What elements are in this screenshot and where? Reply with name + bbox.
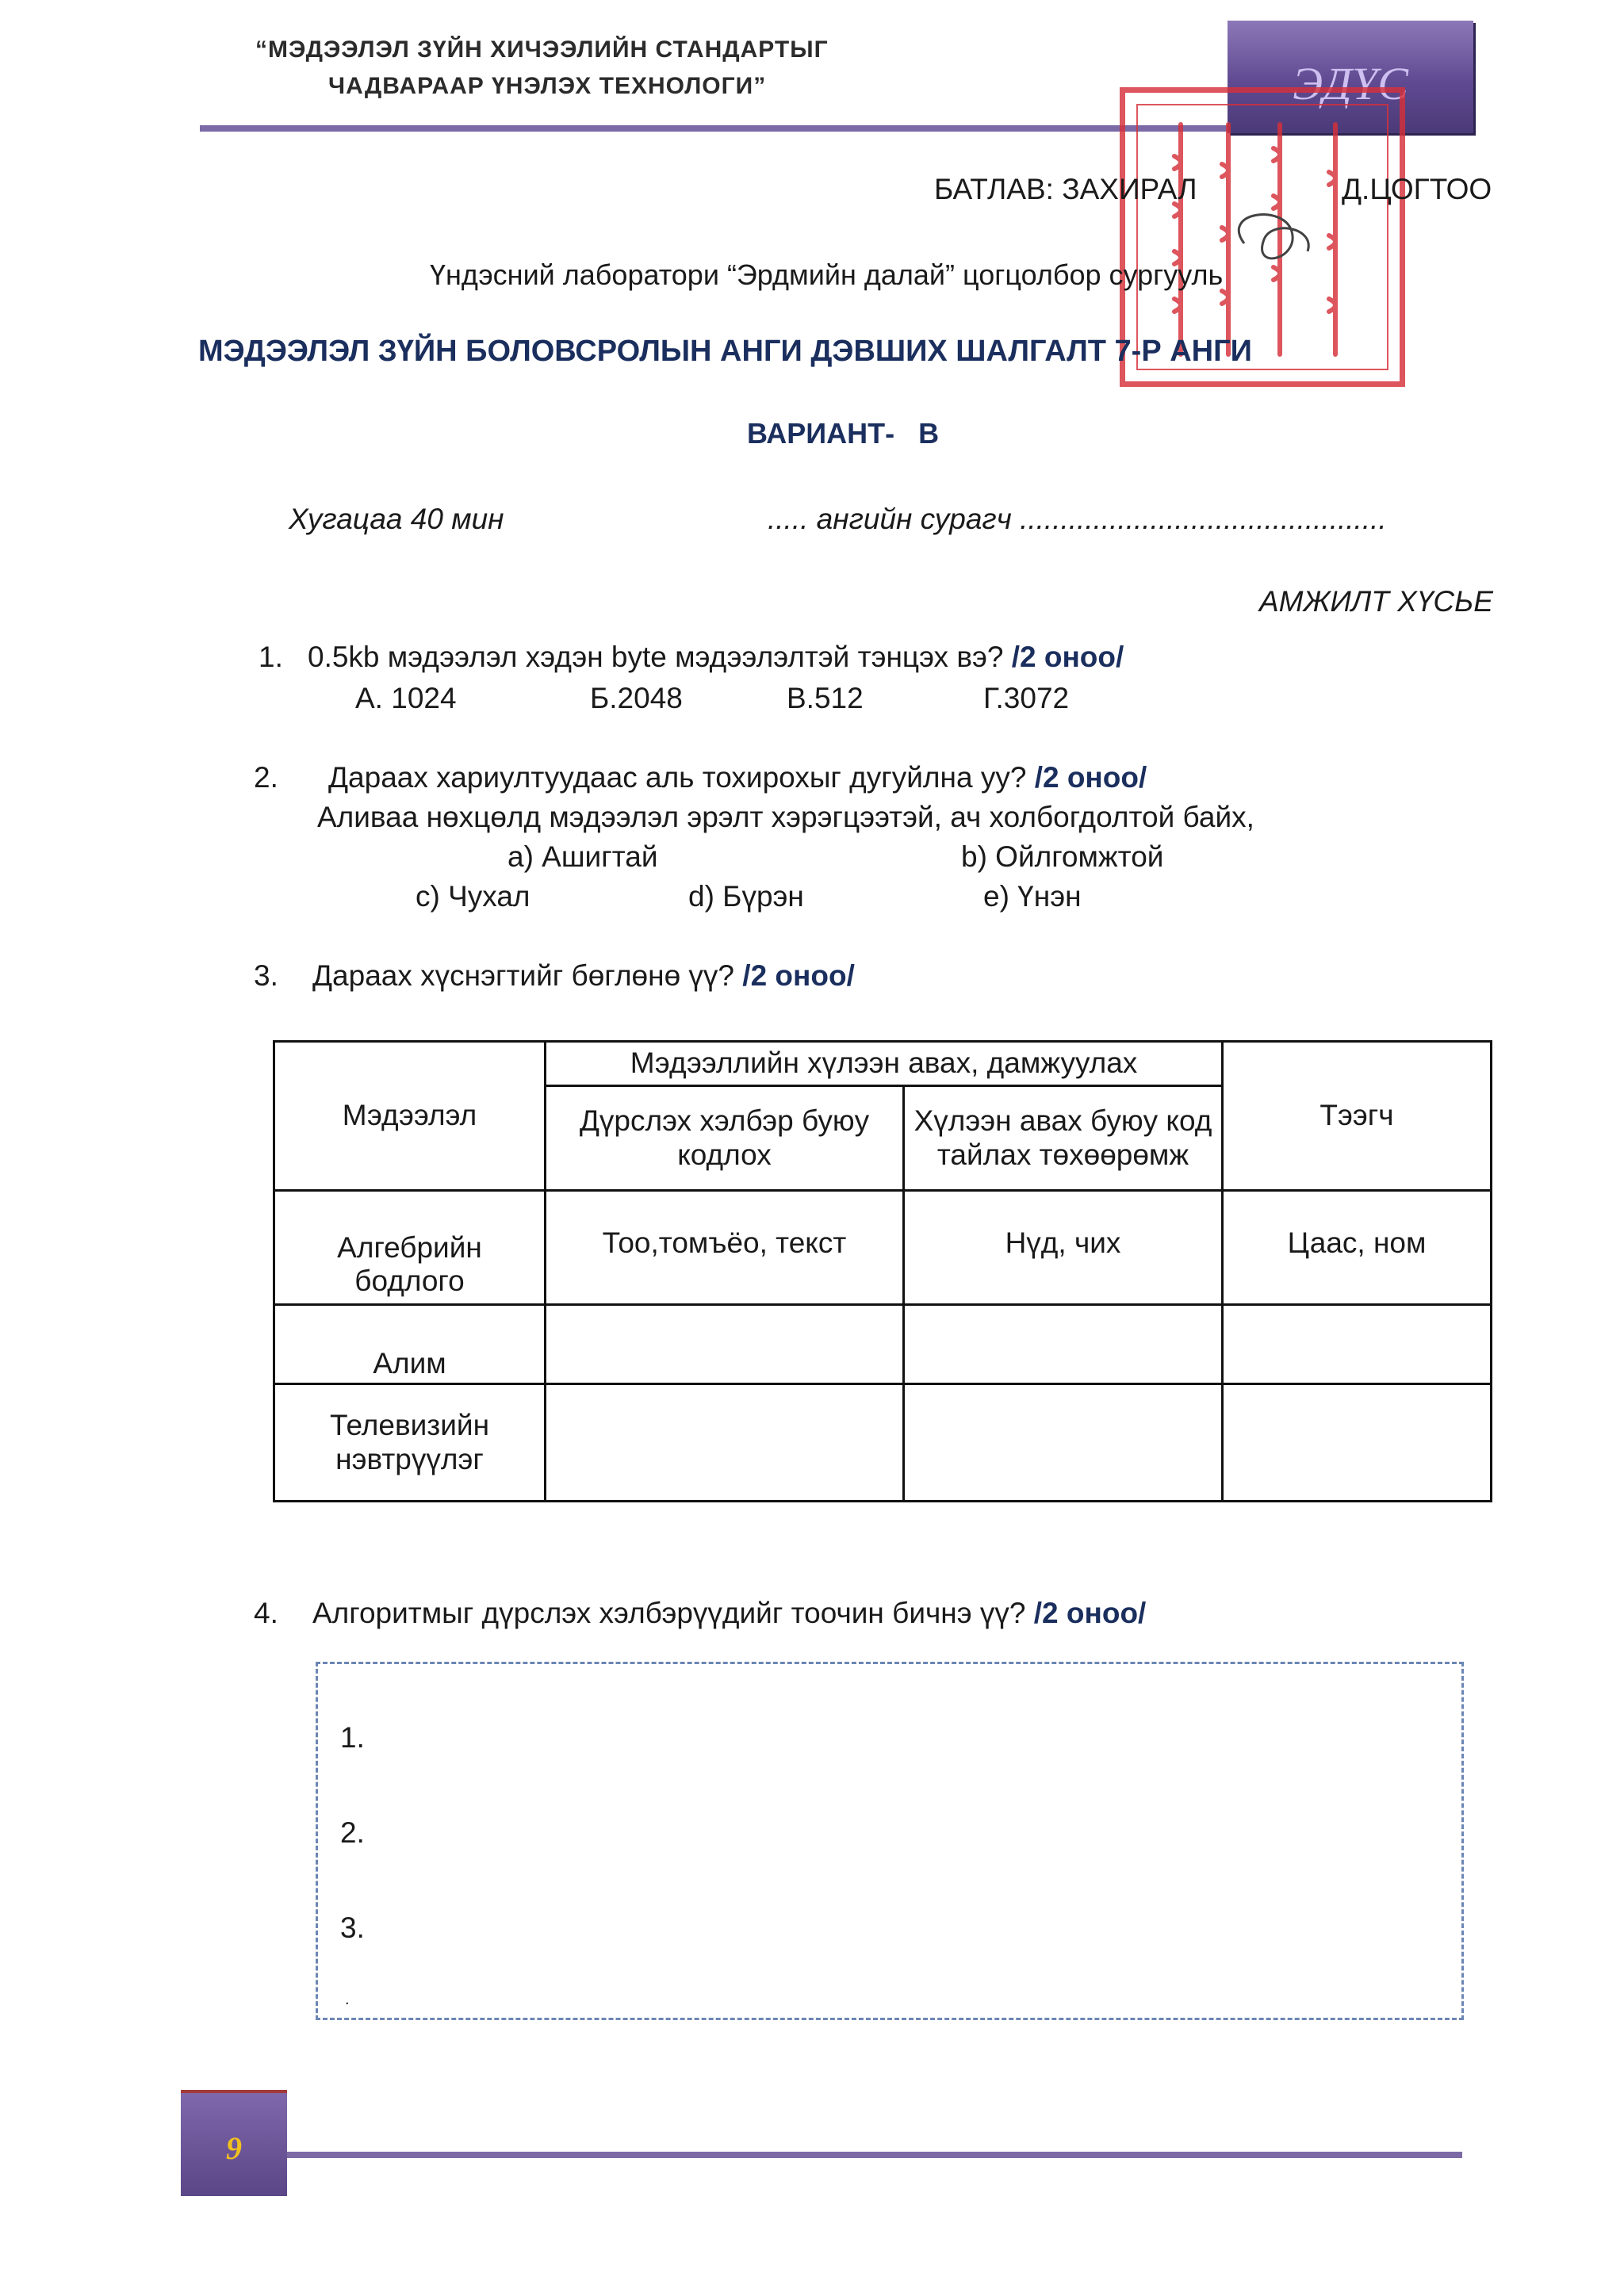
info-table — [273, 1040, 1492, 1502]
q2-option-e: e) Үнэн — [983, 880, 1082, 913]
exam-title: МЭДЭЭЛЭЛ ЗҮЙН БОЛОВСРОЛЫН АНГИ ДЭВШИХ ШАЛГАЛТ 7-Р АНГИ — [198, 335, 1252, 368]
q1-option-d: Г.3072 — [983, 682, 1070, 714]
q4-question: Алгоритмыг дүрслэх хэлбэрүүдийг тоочин бичнэ үү? — [312, 1597, 1026, 1629]
answer-line-3[interactable]: 3. — [340, 1911, 365, 1944]
q3-question: Дараах хүснэгтийг бөглөнө үү? — [312, 959, 735, 992]
q2-number: 2. — [254, 761, 278, 794]
table-cell-decode[interactable] — [904, 1305, 1223, 1384]
q3-text — [312, 959, 855, 993]
approval-label: БАТЛАВ: ЗАХИРАЛ — [934, 173, 1197, 205]
table-cell-encode[interactable] — [546, 1384, 904, 1502]
table-header-carrier: Тээгч — [1223, 1042, 1492, 1191]
q2-text — [328, 761, 1147, 794]
table-row — [274, 1305, 1492, 1384]
good-luck-text: АМЖИЛТ ХҮСЬЕ — [1259, 585, 1493, 618]
table-cell-decode[interactable] — [904, 1384, 1223, 1502]
table-cell-encode: Тоо,томъёо, текст — [546, 1191, 904, 1305]
table-header-decode: Хүлээн авах буюу код тайлах төхөөрөмж — [904, 1086, 1223, 1191]
table-cell-carrier[interactable] — [1223, 1305, 1492, 1384]
table-header-encode: Дүрслэх хэлбэр буюу кодлох — [546, 1086, 904, 1191]
q1-option-a: А. 1024 — [355, 682, 457, 714]
table-cell-info: Алгебрийн бодлого — [274, 1191, 546, 1305]
answer-box[interactable] — [316, 1662, 1464, 2020]
table-cell-info: Телевизийн нэвтрүүлэг — [274, 1384, 546, 1502]
table-row — [274, 1384, 1492, 1502]
q2-statement: Аливаа нөхцөлд мэдээлэл эрэлт хэрэгцээтэй, ач холбогдолтой байх, — [317, 801, 1254, 833]
table-header-info: Мэдээлэл — [274, 1042, 546, 1191]
q4-number: 4. — [254, 1597, 278, 1629]
q2-option-b: b) Ойлгомжтой — [961, 840, 1164, 873]
q2-option-a: a) Ашигтай — [508, 840, 658, 873]
q2-question: Дараах хариултуудаас аль тохирохыг дугуйлна уу? — [328, 761, 1027, 794]
header-title-line2: ЧАДВАРААР ҮНЭЛЭХ ТЕХНОЛОГИ” — [328, 73, 767, 99]
page-number-box — [181, 2090, 287, 2196]
page-number: 9 — [226, 2130, 242, 2166]
q1-points: /2 оноо/ — [1011, 641, 1124, 673]
q1-number: 1. — [259, 641, 283, 673]
time-label: Хугацаа 40 мин — [289, 503, 504, 535]
answer-line-1[interactable]: 1. — [340, 1721, 365, 1754]
school-name: Үндэсний лаборатори “Эрдмийн далай” цогцолбор сургууль — [430, 258, 1224, 291]
q1-text — [308, 641, 1124, 674]
table-cell-info: Алим — [274, 1305, 546, 1384]
table-cell-carrier[interactable] — [1223, 1384, 1492, 1502]
table-header-group: Мэдээллийн хүлээн авах, дамжуулах — [546, 1042, 1223, 1086]
q1-option-c: В.512 — [787, 682, 864, 714]
table-cell-decode: Нүд, чих — [904, 1191, 1223, 1305]
header-title-line1: “МЭДЭЭЛЭЛ ЗҮЙН ХИЧЭЭЛИЙН СТАНДАРТЫГ — [255, 36, 829, 63]
table-cell-carrier: Цаас, ном — [1223, 1191, 1492, 1305]
q2-points: /2 оноо/ — [1034, 761, 1147, 794]
q2-option-c: c) Чухал — [416, 880, 530, 913]
q2-option-d: d) Бүрэн — [688, 880, 804, 913]
approval-name: Д.ЦОГТОО — [1342, 173, 1492, 205]
q4-points: /2 оноо/ — [1033, 1597, 1147, 1629]
q4-text — [312, 1597, 1146, 1630]
logo-text: ЭДҮС — [1293, 58, 1408, 109]
table-row — [274, 1191, 1492, 1305]
variant-label: ВАРИАНТ- В — [747, 417, 940, 450]
q3-points: /2 оноо/ — [742, 959, 855, 992]
q1-option-b: Б.2048 — [590, 682, 683, 714]
q1-question: 0.5kb мэдээлэл хэдэн byte мэдээлэлтэй тэнцэх вэ? — [308, 641, 1004, 673]
q3-number: 3. — [254, 959, 278, 992]
answer-line-2[interactable]: 2. — [340, 1816, 365, 1849]
answer-line-4[interactable]: . — [345, 1991, 350, 2008]
student-name-line: ..... ангийн сурагч ............................................. — [768, 503, 1387, 535]
footer-divider — [287, 2152, 1462, 2158]
table-cell-encode[interactable] — [546, 1305, 904, 1384]
